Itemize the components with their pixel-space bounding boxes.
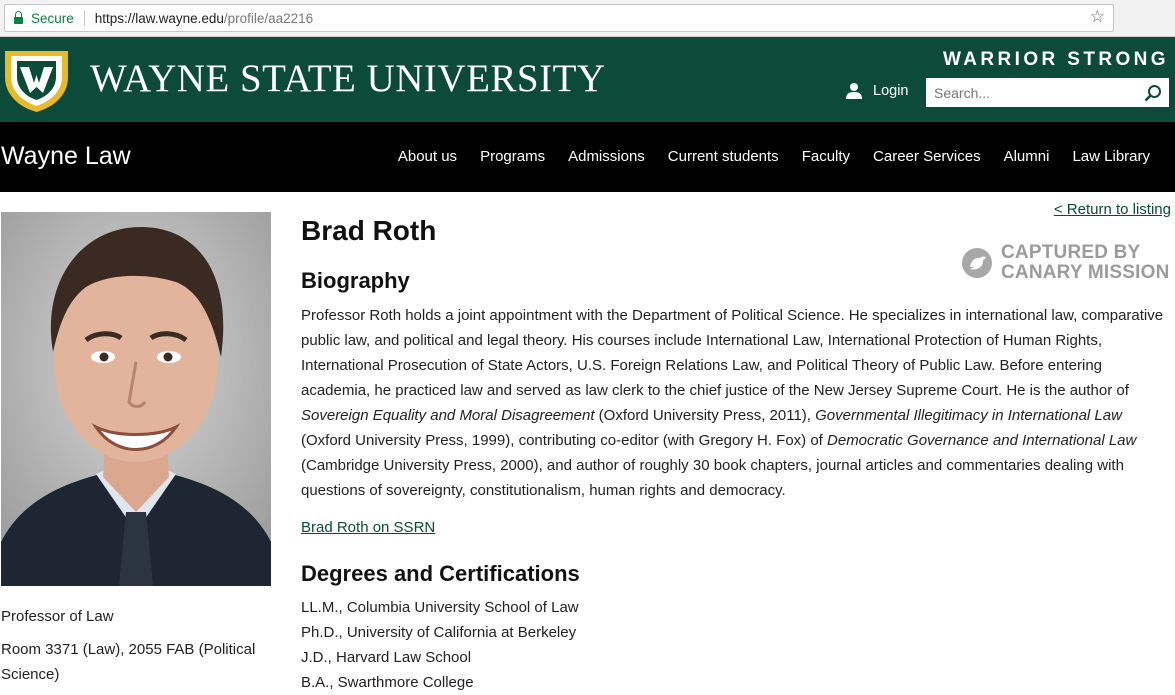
biography-text <box>301 303 1167 503</box>
biography-segment: (Cambridge University Press, 2000), and author of roughly 30 book chapters, journal articles and commentaries dealing with questions of sovereignty, constitutionalism, human rights and democracy. <box>301 457 1124 499</box>
nav-law-library[interactable]: Law Library <box>1072 148 1150 165</box>
nav-alumni[interactable]: Alumni <box>1003 148 1050 165</box>
user-icon <box>845 82 863 100</box>
watermark-line-1: CAPTURED BY <box>1001 242 1141 263</box>
nav-current-students[interactable]: Current students <box>667 148 779 165</box>
nav-faculty[interactable]: Faculty <box>801 148 851 165</box>
url-host[interactable]: https://law.wayne.edu <box>94 10 224 26</box>
secure-label: Secure <box>31 10 74 26</box>
profile-name: Brad Roth <box>301 215 437 246</box>
browser-toolbar <box>0 0 1175 37</box>
lock-icon <box>14 17 23 24</box>
university-header <box>0 37 1175 122</box>
section-nav <box>0 122 1175 192</box>
ssrn-link[interactable]: Brad Roth on SSRN <box>301 519 436 536</box>
degree-item: B.A., Swarthmore College <box>301 674 474 691</box>
faculty-title: Professor of Law <box>1 608 114 625</box>
book-title: Sovereign Equality and Moral Disagreement <box>301 407 595 424</box>
bookmark-star-icon[interactable]: ☆ <box>1089 7 1105 26</box>
canary-mission-watermark <box>961 243 1170 283</box>
nav-programs[interactable]: Programs <box>480 148 546 165</box>
nav-about-us[interactable]: About us <box>397 148 458 165</box>
profile-sidebar-info <box>1 604 271 687</box>
login-label: Login <box>873 83 909 99</box>
degrees-heading: Degrees and Certifications <box>301 561 580 586</box>
degrees-list <box>301 595 579 695</box>
book-title: Democratic Governance and International Law <box>827 432 1137 449</box>
biography-segment: (Oxford University Press, 1999), contributing co-editor (with Gregory H. Fox) of <box>301 432 828 449</box>
degree-item: Ph.D., University of California at Berkeley <box>301 624 577 641</box>
profile-photo <box>1 212 271 586</box>
degree-item: LL.M., Columbia University School of Law <box>301 599 579 616</box>
search-icon[interactable] <box>1144 84 1162 102</box>
warrior-strong-tagline: WARRIOR STRONG <box>943 49 1169 70</box>
address-divider <box>84 10 85 26</box>
book-title: Governmental Illegitimacy in International Law <box>815 407 1122 424</box>
biography-segment: (Oxford University Press, 2011), <box>594 407 816 424</box>
canary-bird-icon <box>961 247 993 279</box>
biography-heading: Biography <box>301 268 410 293</box>
return-to-listing-link[interactable]: < Return to listing <box>1053 201 1171 218</box>
site-title[interactable]: Wayne Law <box>1 142 131 170</box>
search-input[interactable] <box>926 78 1144 107</box>
office-location: Room 3371 (Law), 2055 FAB (Political Science) <box>1 641 256 683</box>
address-bar[interactable] <box>4 4 1114 32</box>
url-path[interactable]: /profile/aa2216 <box>223 10 314 26</box>
login-link[interactable] <box>845 82 908 100</box>
wayne-state-shield-logo[interactable] <box>3 47 70 113</box>
university-name[interactable]: WAYNE STATE UNIVERSITY <box>90 57 606 100</box>
watermark-line-2: CANARY MISSION <box>1001 262 1170 283</box>
nav-career-services[interactable]: Career Services <box>873 148 981 165</box>
search-box <box>926 78 1169 107</box>
nav-admissions[interactable]: Admissions <box>568 148 645 165</box>
main-menu <box>398 148 1175 165</box>
biography-segment: Professor Roth holds a joint appointment with the Department of Political Science. He specializes in international law, comparative public law, and political and legal theory. His courses include International Law, International Protection of Human Rights, International Prosecution of State Actors, U.S. Foreign Relations Law, and Political Theory of Public Law. Before entering academia, he practiced law and served as law clerk to the chief justice of the New Jersey Supreme Court. He is the author of <box>301 307 1164 399</box>
degree-item: J.D., Harvard Law School <box>301 649 472 666</box>
